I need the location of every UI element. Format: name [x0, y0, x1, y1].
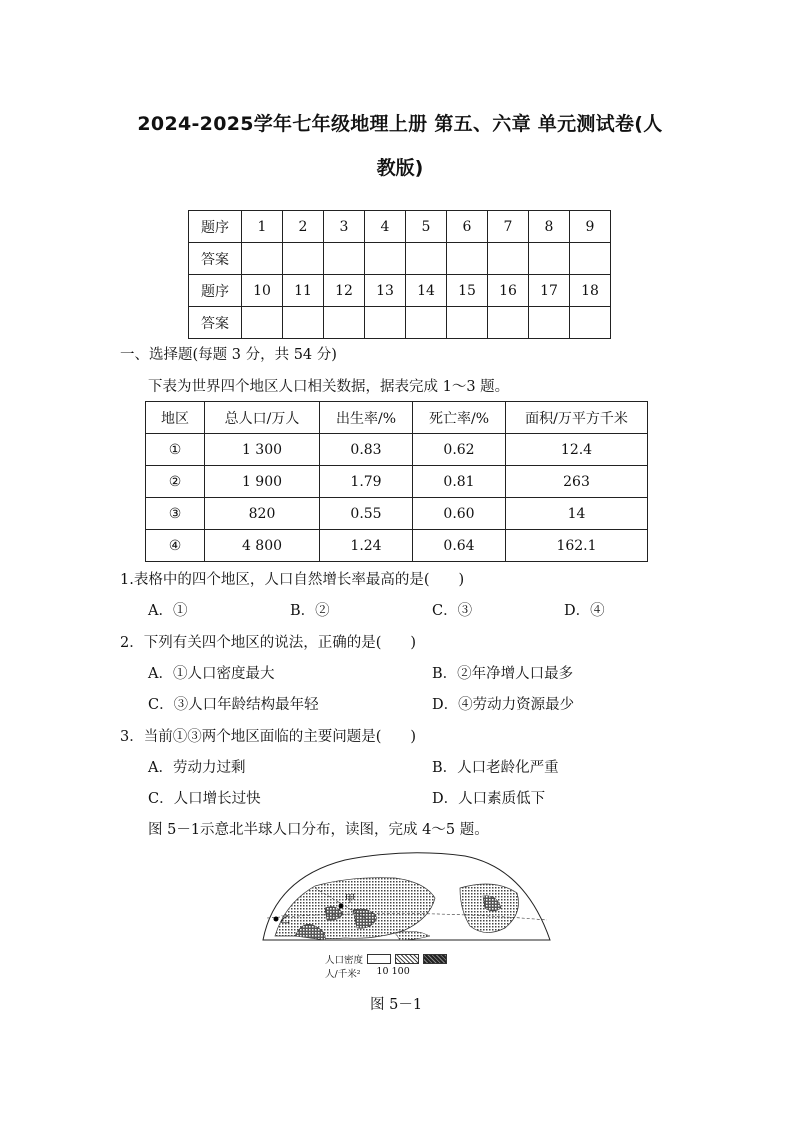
table-cell: ④: [146, 530, 205, 562]
answer-cell[interactable]: [406, 243, 447, 275]
exam-title-line1: 2024-2025学年七年级地理上册 第五、六章 单元测试卷(人: [137, 113, 663, 135]
table-cell: 0.60: [413, 498, 506, 530]
table-cell: 4 800: [205, 530, 320, 562]
q2-option-d[interactable]: D．④劳动力资源最少: [432, 697, 575, 713]
table-header-cell: 总人口/万人: [205, 402, 320, 434]
answer-grid: [188, 210, 611, 339]
grid-header-cell: 题序: [189, 275, 242, 307]
legend-swatch-mid: [395, 954, 419, 964]
point-jia-label: 甲: [345, 894, 355, 905]
table-cell: ②: [146, 466, 205, 498]
table-header-cell: 面积/万平方千米: [506, 402, 648, 434]
table-header-cell: 死亡率/%: [413, 402, 506, 434]
q3-option-b[interactable]: B．人口老龄化严重: [432, 760, 559, 776]
answer-cell[interactable]: [283, 243, 324, 275]
q3-option-d[interactable]: D．人口素质低下: [432, 791, 546, 807]
table-row: [146, 434, 648, 466]
table-header-cell: 地区: [146, 402, 205, 434]
answer-cell[interactable]: [570, 243, 611, 275]
question-number-cell: 4: [365, 211, 406, 243]
figure-caption: 图 5－1: [370, 997, 423, 1013]
q2-option-a[interactable]: A．①人口密度最大: [148, 666, 275, 682]
grid-header-cell: 题序: [189, 211, 242, 243]
table-cell: 14: [506, 498, 648, 530]
answer-cell[interactable]: [447, 243, 488, 275]
q1-option-d[interactable]: D．④: [564, 603, 605, 619]
legend-swatch-high: [423, 954, 447, 964]
answer-cell[interactable]: [324, 307, 365, 339]
intro-text-2: 图 5－1示意北半球人口分布，读图，完成 4～5 题。: [148, 822, 489, 838]
q3-option-c[interactable]: C．人口增长过快: [148, 791, 261, 807]
answer-cell[interactable]: [488, 243, 529, 275]
answer-cell[interactable]: [242, 307, 283, 339]
table-cell: ①: [146, 434, 205, 466]
question-number-cell: 12: [324, 275, 365, 307]
question-number-cell: 10: [242, 275, 283, 307]
point-yi-marker: [274, 917, 279, 922]
table-cell: 820: [205, 498, 320, 530]
section-heading: 一、选择题(每题 3 分，共 54 分): [120, 347, 337, 363]
answer-cell[interactable]: [365, 307, 406, 339]
answer-cell[interactable]: [242, 243, 283, 275]
table-cell: 0.81: [413, 466, 506, 498]
question-number-cell: 13: [365, 275, 406, 307]
answer-grid-row: [189, 243, 611, 275]
answer-cell[interactable]: [529, 307, 570, 339]
population-table: [145, 401, 648, 562]
q2-option-c[interactable]: C．③人口年龄结构最年轻: [148, 697, 319, 713]
answer-cell[interactable]: [447, 307, 488, 339]
exam-title: [110, 102, 690, 190]
question-number-cell: 15: [447, 275, 488, 307]
answer-grid-row: [189, 211, 611, 243]
legend-swatch-low: [367, 954, 391, 964]
table-cell: 263: [506, 466, 648, 498]
question-number-cell: 9: [570, 211, 611, 243]
question-number-cell: 5: [406, 211, 447, 243]
q1-option-a[interactable]: A．①: [148, 603, 188, 619]
table-header-cell: 出生率/%: [320, 402, 413, 434]
question-number-cell: 6: [447, 211, 488, 243]
table-cell: 1.24: [320, 530, 413, 562]
question-number-cell: 11: [283, 275, 324, 307]
table-cell: 162.1: [506, 530, 648, 562]
question-1-stem: 1.表格中的四个地区，人口自然增长率最高的是( ): [120, 572, 465, 588]
question-number-cell: 16: [488, 275, 529, 307]
question-3-stem: 3．当前①③两个地区面临的主要问题是( ): [120, 729, 417, 745]
legend-values: 10 100: [376, 966, 410, 977]
map-legend: [325, 952, 447, 980]
answer-cell[interactable]: [570, 307, 611, 339]
legend-unit: 人/千米²: [325, 969, 361, 980]
q3-option-a[interactable]: A．劳动力过剩: [148, 760, 246, 776]
answer-cell[interactable]: [406, 307, 447, 339]
point-yi-label: 乙: [280, 915, 290, 926]
question-number-cell: 8: [529, 211, 570, 243]
question-number-cell: 2: [283, 211, 324, 243]
table-cell: 12.4: [506, 434, 648, 466]
table-cell: 1 900: [205, 466, 320, 498]
table-row: [146, 466, 648, 498]
question-number-cell: 1: [242, 211, 283, 243]
question-number-cell: 3: [324, 211, 365, 243]
answer-grid-row: [189, 307, 611, 339]
question-number-cell: 14: [406, 275, 447, 307]
intro-text: 下表为世界四个地区人口相关数据，据表完成 1～3 题。: [148, 379, 510, 395]
answer-grid-row: [189, 275, 611, 307]
grid-header-cell: 答案: [189, 307, 242, 339]
answer-cell[interactable]: [283, 307, 324, 339]
question-number-cell: 17: [529, 275, 570, 307]
answer-cell[interactable]: [488, 307, 529, 339]
table-cell: 1 300: [205, 434, 320, 466]
answer-cell[interactable]: [324, 243, 365, 275]
question-2-stem: 2．下列有关四个地区的说法，正确的是( ): [120, 635, 417, 651]
table-cell: 0.83: [320, 434, 413, 466]
table-row: [146, 530, 648, 562]
table-cell: 1.79: [320, 466, 413, 498]
q2-option-b[interactable]: B．②年净增人口最多: [432, 666, 574, 682]
answer-cell[interactable]: [365, 243, 406, 275]
table-cell: 0.64: [413, 530, 506, 562]
table-cell: ③: [146, 498, 205, 530]
table-cell: 0.62: [413, 434, 506, 466]
question-number-cell: 7: [488, 211, 529, 243]
q1-option-c[interactable]: C．③: [432, 603, 473, 619]
table-header-row: [146, 402, 648, 434]
point-jia-marker: [339, 904, 344, 909]
legend-title: 人口密度: [325, 955, 364, 966]
table-row: [146, 498, 648, 530]
exam-title-line2: 教版): [376, 157, 424, 179]
grid-header-cell: 答案: [189, 243, 242, 275]
question-number-cell: 18: [570, 275, 611, 307]
q1-option-b[interactable]: B．②: [290, 603, 330, 619]
answer-cell[interactable]: [529, 243, 570, 275]
table-cell: 0.55: [320, 498, 413, 530]
